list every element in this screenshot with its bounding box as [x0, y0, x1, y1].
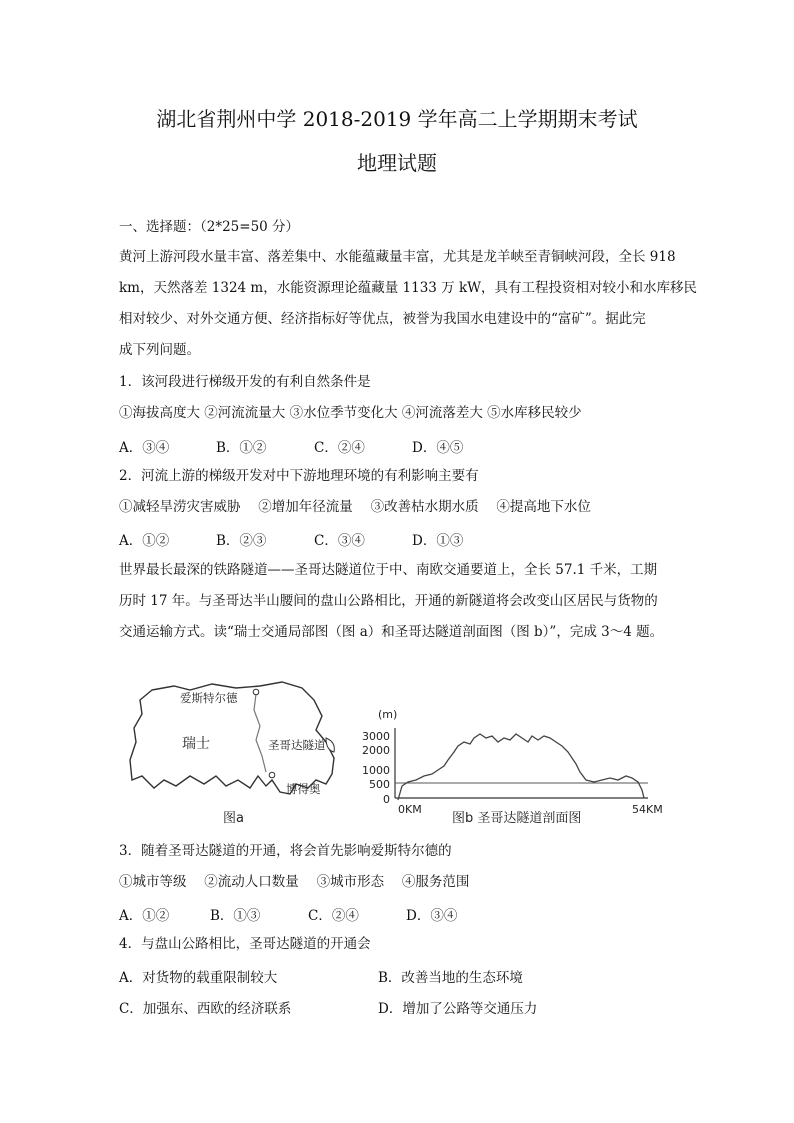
q1-choice-d: D．④⑤ — [412, 440, 464, 456]
figure-a-map — [130, 682, 334, 826]
y-axis-unit: (m) — [378, 708, 398, 721]
figure — [120, 676, 680, 836]
label-tunnel: 圣哥达隧道 — [268, 738, 326, 752]
x-start-label: 0KM — [398, 803, 422, 816]
label-city-north: 爱斯特尔德 — [180, 691, 238, 705]
q3-choice-a: A．①② — [119, 908, 170, 924]
city-marker — [253, 689, 259, 695]
exam-subtitle: 地理试题 — [357, 151, 437, 175]
question-1-stem: 1．该河段进行梯级开发的有利自然条件是 — [119, 374, 371, 390]
y-tick-label: 3000 — [362, 730, 390, 743]
x-end-label: 54KM — [632, 803, 663, 816]
q4-choice-b: B．改善当地的生态环境 — [378, 970, 523, 986]
caption-figure-a: 图a — [223, 811, 244, 826]
exam-title: 湖北省荆州中学 2018-2019 学年高二上学期期末考试 — [156, 107, 638, 131]
label-country: 瑞士 — [182, 736, 210, 752]
passage-line: 相对较少、对外交通方便、经济指标好等优点，被誉为我国水电建设中的“富矿”。据此完 — [119, 311, 646, 327]
q1-choice-a: A．③④ — [119, 440, 170, 456]
passage-line: 交通运输方式。读“瑞士交通局部图（图 a）和圣哥达隧道剖面图（图 b）”，完成 3～4 题。 — [119, 624, 664, 640]
figure-b-profile — [362, 708, 663, 826]
city-marker — [269, 772, 275, 778]
q4-choice-a: A．对货物的载重限制较大 — [119, 970, 278, 986]
q4-choice-d: D．增加了公路等交通压力 — [378, 1001, 538, 1017]
passage-line: 成下列问题。 — [119, 342, 200, 358]
question-2-stem: 2．河流上游的梯级开发对中下游地理环境的有利影响主要有 — [119, 468, 479, 484]
q1-choice-b: B．①② — [216, 440, 267, 456]
y-tick-label: 0 — [383, 793, 390, 806]
q4-choice-c: C．加强东、西欧的经济联系 — [119, 1001, 292, 1017]
q1-choice-c: C．②④ — [314, 440, 365, 456]
question-4-stem: 4．与盘山公路相比，圣哥达隧道的开通会 — [119, 936, 371, 952]
q2-choice-b: B．②③ — [216, 533, 267, 549]
lake-icon — [326, 738, 334, 752]
q3-choice-d: D．③④ — [406, 908, 458, 924]
passage-line: km，天然落差 1324 m，水能资源理论蕴藏量 1133 万 kW，具有工程投资相对较小和水库移民 — [119, 280, 698, 296]
question-3-items: ①城市等级 ②流动人口数量 ③城市形态 ④服务范围 — [119, 874, 470, 890]
question-1-items: ①海拔高度大 ②河流流量大 ③水位季节变化大 ④河流落差大 ⑤水库移民较少 — [119, 405, 582, 421]
question-2-items: ①减轻旱涝灾害威胁 ②增加年径流量 ③改善枯水期水质 ④提高地下水位 — [119, 499, 591, 515]
q2-choice-d: D．①③ — [412, 533, 464, 549]
tunnel-route — [254, 694, 266, 772]
section-heading: 一、选择题：（2*25=50 分） — [119, 219, 300, 235]
y-tick-label: 2000 — [362, 744, 390, 757]
q2-choice-c: C．③④ — [314, 533, 365, 549]
passage-line: 历时 17 年。与圣哥达半山腰间的盘山公路相比，开通的新隧道将会改变山区居民与货物的 — [119, 593, 658, 609]
label-city-south: 博得奥 — [286, 782, 321, 796]
question-3-stem: 3．随着圣哥达隧道的开通，将会首先影响爱斯特尔德的 — [119, 843, 452, 859]
caption-figure-b: 图b 圣哥达隧道剖面图 — [452, 811, 582, 826]
y-tick-label: 500 — [369, 778, 390, 791]
q3-choice-b: B．①③ — [210, 908, 261, 924]
terrain-profile — [398, 734, 644, 800]
passage-line: 黄河上游河段水量丰富、落差集中、水能蕴藏量丰富，尤其是龙羊峡至青铜峡河段，全长 918 — [119, 249, 676, 265]
q3-choice-c: C．②④ — [308, 908, 359, 924]
passage-line: 世界最长最深的铁路隧道——圣哥达隧道位于中、南欧交通要道上，全长 57.1 千米，工期 — [119, 562, 658, 578]
q2-choice-a: A．①② — [119, 533, 170, 549]
y-tick-label: 1000 — [362, 764, 390, 777]
